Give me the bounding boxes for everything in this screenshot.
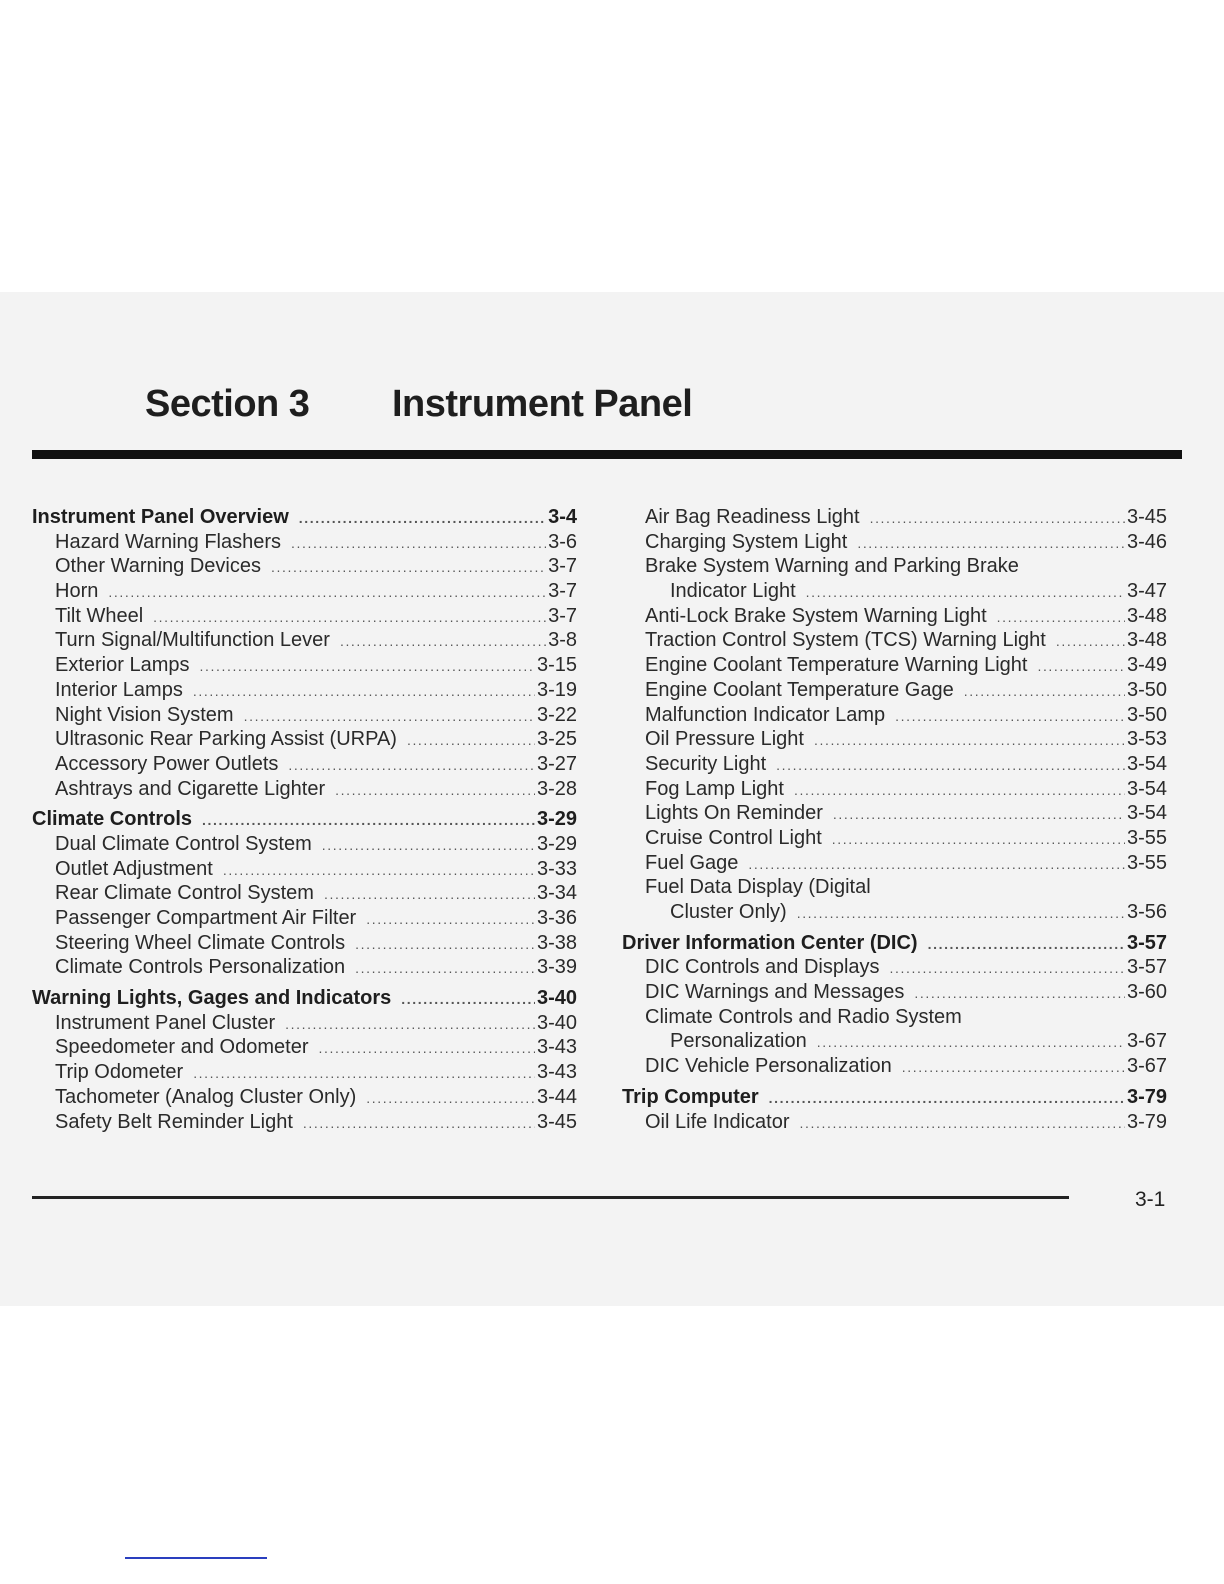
toc-entry-page: 3-50 xyxy=(1126,678,1167,701)
dot-leader xyxy=(401,987,535,1012)
toc-entry-title: Dual Climate Control System xyxy=(55,832,312,855)
page-title: Instrument Panel xyxy=(392,383,693,425)
toc-entry-title: Tilt Wheel xyxy=(55,604,144,627)
toc-section-heading[interactable] xyxy=(622,931,1167,956)
dot-leader xyxy=(366,907,535,932)
toc-entry-title: Outlet Adjustment xyxy=(55,857,213,880)
dot-leader xyxy=(355,932,535,957)
toc-section-heading[interactable] xyxy=(32,807,577,832)
toc-entry[interactable] xyxy=(622,1110,1167,1135)
dot-leader xyxy=(366,1086,535,1111)
toc-entry-title: Cluster Only) xyxy=(670,901,787,923)
dot-leader xyxy=(794,778,1125,803)
toc-entry-page: 3-19 xyxy=(536,678,577,701)
toc-entry[interactable] xyxy=(622,752,1167,777)
title-divider xyxy=(32,450,1182,459)
toc-entry-title: DIC Vehicle Personalization xyxy=(645,1055,892,1078)
toc-entry-page: 3-49 xyxy=(1126,654,1167,677)
toc-entry-title: Brake System Warning and Parking Brake xyxy=(645,555,1019,578)
dot-leader xyxy=(340,629,546,654)
dot-leader xyxy=(271,555,546,580)
toc-entry-title: Speedometer and Odometer xyxy=(55,1036,309,1059)
dot-leader xyxy=(890,956,1125,981)
toc-entry-title: Ultrasonic Rear Parking Assist (URPA) xyxy=(55,728,397,751)
toc-entry-title: DIC Warnings and Messages xyxy=(645,981,905,1004)
toc-entry[interactable] xyxy=(622,955,1167,980)
toc-entry-page: 3-33 xyxy=(536,857,577,880)
toc-entry-page: 3-54 xyxy=(1126,777,1167,800)
toc-entry[interactable] xyxy=(32,931,577,956)
toc-entry-page: 3-7 xyxy=(548,555,577,578)
toc-entry-page: 3-36 xyxy=(536,907,577,929)
toc-entry-title: Lights On Reminder xyxy=(645,802,823,825)
toc-entry-title: Climate Controls and Radio System xyxy=(645,1005,962,1028)
toc-entry[interactable] xyxy=(32,727,577,752)
toc-entry[interactable] xyxy=(32,1085,577,1110)
toc-entry[interactable] xyxy=(32,628,577,653)
dot-leader xyxy=(299,506,546,531)
toc-entry-title: Ashtrays and Cigarette Lighter xyxy=(55,777,326,800)
toc-entry[interactable] xyxy=(622,851,1167,876)
toc-entry-title: Indicator Light xyxy=(670,580,796,603)
toc-entry[interactable] xyxy=(32,530,577,555)
toc-entry-title: Fog Lamp Light xyxy=(645,777,784,800)
toc-entry-title: Personalization xyxy=(670,1030,807,1053)
toc-entry[interactable] xyxy=(32,1110,577,1135)
toc-entry-page: 3-56 xyxy=(1126,901,1167,923)
toc-entry[interactable] xyxy=(622,727,1167,752)
toc-entry-title: Trip Odometer xyxy=(55,1061,184,1084)
dot-leader xyxy=(288,753,535,778)
toc-entry-title: Rear Climate Control System xyxy=(55,882,314,905)
toc-entry-title: Accessory Power Outlets xyxy=(55,752,279,775)
toc-entry-page: 3-67 xyxy=(1126,1055,1167,1078)
toc-entry-title: Passenger Compartment Air Filter xyxy=(55,907,357,929)
toc-entry[interactable] xyxy=(32,906,577,931)
dot-leader xyxy=(355,956,535,981)
toc-entry-title: Hazard Warning Flashers xyxy=(55,530,282,553)
toc-entry[interactable] xyxy=(32,554,577,579)
toc-entry[interactable] xyxy=(622,653,1167,678)
dot-leader xyxy=(870,506,1125,531)
toc-entry-title: Instrument Panel Cluster xyxy=(55,1011,276,1034)
toc-entry-title: Oil Life Indicator xyxy=(645,1110,790,1133)
toc-entry-page: 3-7 xyxy=(548,580,577,603)
toc-entry-page: 3-38 xyxy=(536,931,577,954)
dot-leader xyxy=(776,753,1125,778)
toc-entry-title: Malfunction Indicator Lamp xyxy=(645,703,886,726)
dot-leader xyxy=(857,531,1125,556)
toc-entry-page: 3-57 xyxy=(1126,956,1167,979)
toc-entry[interactable] xyxy=(32,857,577,882)
toc-entry-page: 3-45 xyxy=(536,1110,577,1133)
toc-entry[interactable] xyxy=(622,801,1167,826)
link-underline[interactable] xyxy=(125,1557,267,1559)
dot-leader xyxy=(902,1055,1125,1080)
toc-entry-title: Traction Control System (TCS) Warning Light xyxy=(645,629,1046,652)
dot-leader xyxy=(928,932,1125,957)
toc-entry-title: DIC Controls and Displays xyxy=(645,956,880,979)
toc-entry[interactable] xyxy=(622,777,1167,802)
dot-leader xyxy=(769,1086,1125,1111)
toc-entry-title: Climate Controls xyxy=(32,808,193,831)
toc-right-column xyxy=(622,505,1167,1134)
toc-entry-page: 3-57 xyxy=(1126,931,1167,954)
toc-entry-page: 3-47 xyxy=(1126,580,1167,603)
toc-entry-page: 3-79 xyxy=(1126,1085,1167,1108)
dot-leader xyxy=(833,802,1125,827)
toc-entry-title: Steering Wheel Climate Controls xyxy=(55,931,346,954)
toc-entry[interactable] xyxy=(622,678,1167,703)
toc-entry-page: 3-29 xyxy=(536,808,577,831)
dot-leader xyxy=(800,1111,1125,1136)
toc-entry-page: 3-43 xyxy=(536,1061,577,1084)
dot-leader xyxy=(200,654,535,679)
dot-leader xyxy=(748,852,1125,877)
dot-leader xyxy=(108,580,546,605)
dot-leader xyxy=(193,679,535,704)
toc-entry[interactable] xyxy=(622,900,1167,925)
dot-leader xyxy=(407,728,535,753)
toc-entry-title: Cruise Control Light xyxy=(645,826,822,849)
dot-leader xyxy=(335,778,535,803)
toc-entry-page: 3-60 xyxy=(1126,981,1167,1004)
toc-entry-page: 3-40 xyxy=(536,987,577,1010)
dot-leader xyxy=(223,858,535,883)
toc-entry-title: Night Vision System xyxy=(55,703,234,726)
toc-entry-title: Exterior Lamps xyxy=(55,654,190,677)
toc-entry-page: 3-79 xyxy=(1126,1110,1167,1133)
dot-leader xyxy=(832,827,1125,852)
toc-entry-page: 3-54 xyxy=(1126,802,1167,825)
dot-leader xyxy=(303,1111,535,1136)
footer-divider xyxy=(32,1196,1069,1199)
page-number: 3-1 xyxy=(1135,1188,1166,1211)
toc-entry[interactable] xyxy=(32,1060,577,1085)
toc-entry-page: 3-54 xyxy=(1126,752,1167,775)
dot-leader xyxy=(202,808,535,833)
toc-entry-title: Turn Signal/Multifunction Lever xyxy=(55,629,330,652)
toc-entry-title: Other Warning Devices xyxy=(55,555,261,578)
toc-entry[interactable] xyxy=(32,1011,577,1036)
toc-entry[interactable] xyxy=(32,777,577,802)
dot-leader xyxy=(797,901,1125,926)
toc-left-column xyxy=(32,505,577,1134)
dot-leader xyxy=(964,679,1125,704)
toc-entry[interactable] xyxy=(32,881,577,906)
toc-entry[interactable] xyxy=(622,505,1167,530)
toc-entry[interactable] xyxy=(622,875,1167,900)
toc-entry-page: 3-4 xyxy=(548,506,577,528)
toc-entry-page: 3-43 xyxy=(536,1036,577,1059)
toc-entry-page: 3-44 xyxy=(536,1085,577,1108)
toc-entry-title: Fuel Data Display (Digital xyxy=(645,876,871,899)
toc-entry-title: Warning Lights, Gages and Indicators xyxy=(32,987,392,1010)
toc-entry-page: 3-53 xyxy=(1126,728,1167,751)
toc-entry[interactable] xyxy=(32,678,577,703)
dot-leader xyxy=(817,1030,1125,1055)
dot-leader xyxy=(291,531,546,556)
dot-leader xyxy=(244,704,535,729)
toc-entry-page: 3-45 xyxy=(1126,506,1167,528)
dot-leader xyxy=(814,728,1125,753)
toc-entry-page: 3-25 xyxy=(536,728,577,751)
toc-entry-page: 3-22 xyxy=(536,703,577,726)
toc-entry-title: Climate Controls Personalization xyxy=(55,956,346,979)
dot-leader xyxy=(1037,654,1125,679)
dot-leader xyxy=(997,605,1125,630)
toc-entry-page: 3-39 xyxy=(536,956,577,979)
toc-entry-title: Interior Lamps xyxy=(55,678,183,701)
toc-entry[interactable] xyxy=(32,955,577,980)
toc-entry[interactable] xyxy=(622,554,1167,579)
dot-leader xyxy=(914,981,1125,1006)
dot-leader xyxy=(322,833,535,858)
toc-entry[interactable] xyxy=(622,579,1167,604)
toc-entry-page: 3-40 xyxy=(536,1011,577,1034)
toc-entry[interactable] xyxy=(622,530,1167,555)
toc-section-heading[interactable] xyxy=(32,505,577,530)
toc-entry-title: Oil Pressure Light xyxy=(645,728,804,751)
dot-leader xyxy=(319,1036,535,1061)
toc-entry-title: Engine Coolant Temperature Gage xyxy=(645,678,954,701)
toc-entry-title: Instrument Panel Overview xyxy=(32,506,289,528)
toc-entry-page: 3-46 xyxy=(1126,530,1167,553)
toc-entry-title: Fuel Gage xyxy=(645,851,739,874)
toc-entry-page: 3-48 xyxy=(1126,604,1167,627)
dot-leader xyxy=(193,1061,535,1086)
toc-entry-page: 3-55 xyxy=(1126,851,1167,874)
toc-entry-title: Security Light xyxy=(645,752,767,775)
toc-entry[interactable] xyxy=(622,826,1167,851)
dot-leader xyxy=(895,704,1125,729)
dot-leader xyxy=(806,580,1125,605)
toc-entry-title: Trip Computer xyxy=(622,1085,759,1108)
toc-entry-page: 3-34 xyxy=(536,882,577,905)
toc-entry-page: 3-7 xyxy=(548,604,577,627)
toc-section-heading[interactable] xyxy=(32,986,577,1011)
toc-entry[interactable] xyxy=(32,752,577,777)
toc-entry-title: Horn xyxy=(55,580,99,603)
dot-leader xyxy=(153,605,546,630)
toc-entry-page: 3-29 xyxy=(536,832,577,855)
toc-entry-title: Air Bag Readiness Light xyxy=(645,506,860,528)
toc-entry[interactable] xyxy=(622,1054,1167,1079)
toc-entry-page: 3-15 xyxy=(536,654,577,677)
section-label: Section 3 xyxy=(145,383,310,425)
toc-entry[interactable] xyxy=(32,653,577,678)
toc-entry[interactable] xyxy=(622,1029,1167,1054)
dot-leader xyxy=(285,1012,535,1037)
toc-entry-page: 3-27 xyxy=(536,752,577,775)
toc-entry-title: Driver Information Center (DIC) xyxy=(622,931,918,954)
toc-entry-page: 3-8 xyxy=(548,629,577,652)
dot-leader xyxy=(1056,629,1125,654)
toc-entry-title: Tachometer (Analog Cluster Only) xyxy=(55,1085,357,1108)
toc-section-heading[interactable] xyxy=(622,1085,1167,1110)
toc-entry[interactable] xyxy=(622,1005,1167,1030)
toc-entry[interactable] xyxy=(32,1035,577,1060)
toc-entry[interactable] xyxy=(622,703,1167,728)
toc-entry-title: Safety Belt Reminder Light xyxy=(55,1110,293,1133)
dot-leader xyxy=(324,882,535,907)
toc-entry[interactable] xyxy=(32,832,577,857)
toc-entry-page: 3-67 xyxy=(1126,1030,1167,1053)
toc-entry-page: 3-50 xyxy=(1126,703,1167,726)
toc-entry[interactable] xyxy=(32,703,577,728)
toc-entry[interactable] xyxy=(32,604,577,629)
toc-entry-title: Charging System Light xyxy=(645,530,848,553)
toc-entry[interactable] xyxy=(622,628,1167,653)
toc-entry[interactable] xyxy=(622,604,1167,629)
toc-entry-page: 3-55 xyxy=(1126,826,1167,849)
toc-entry-title: Anti-Lock Brake System Warning Light xyxy=(645,604,987,627)
toc-entry-page: 3-6 xyxy=(548,530,577,553)
toc-entry[interactable] xyxy=(32,579,577,604)
toc-entry-page: 3-28 xyxy=(536,777,577,800)
toc-entry-page: 3-48 xyxy=(1126,629,1167,652)
toc-entry-title: Engine Coolant Temperature Warning Light xyxy=(645,654,1028,677)
toc-entry[interactable] xyxy=(622,980,1167,1005)
